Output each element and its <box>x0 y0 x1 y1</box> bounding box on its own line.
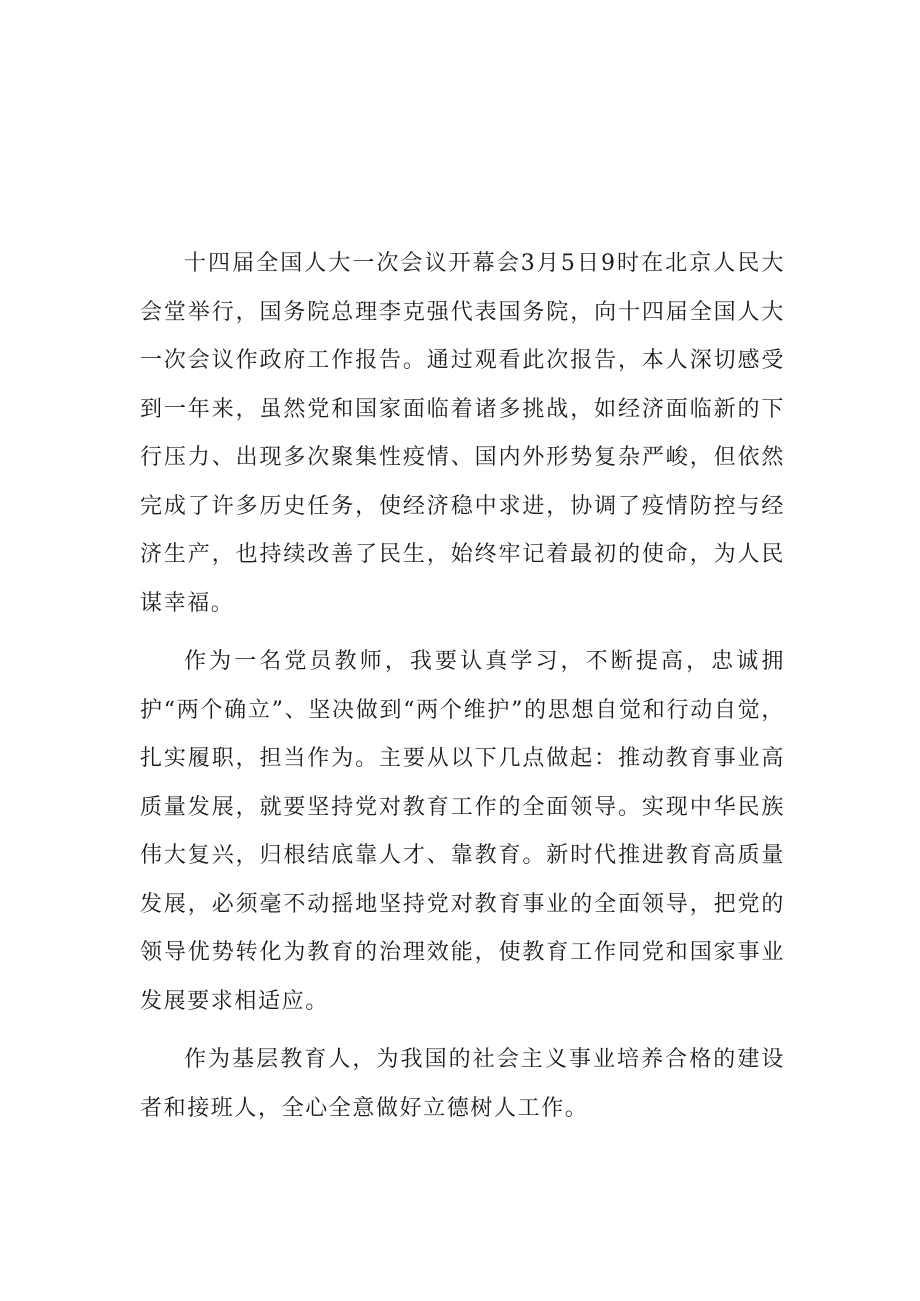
paragraph-2: 作为一名党员教师，我要认真学习，不断提高，忠诚拥护“两个确立”、坚决做到“两个维护”的思想自觉和行动自觉，扎实履职，担当作为。主要从以下几点做起：推动教育事业高质量发展，就要坚持党对教育工作的全面领导。实现中华民族伟大复兴，归根结底靠人才、靠教育。新时代推进教育高质量发展，必须毫不动摇地坚持党对教育事业的全面领导，把党的领导优势转化为教育的治理效能，使教育工作同党和国家事业发展要求相适应。 <box>140 649 785 1014</box>
paragraph-1: 十四届全国人大一次会议开幕会3月5日9时在北京人民大会堂举行，国务院总理李克强代表国务院，向十四届全国人大一次会议作政府工作报告。通过观看此次报告，本人深切感受到一年来，虽然党和国家面临着诸多挑战，如经济面临新的下行压力、出现多次聚集性疫情、国内外形势复杂严峻，但依然完成了许多历史任务，使经济稳中求进，协调了疫情防控与经济生产，也持续改善了民生，始终牢记着最初的使命，为人民谋幸福。 <box>140 251 785 616</box>
paragraph-3: 作为基层教育人，为我国的社会主义事业培养合格的建设者和接班人，全心全意做好立德树人工作。 <box>140 1047 785 1121</box>
document-body <box>140 240 785 1143</box>
